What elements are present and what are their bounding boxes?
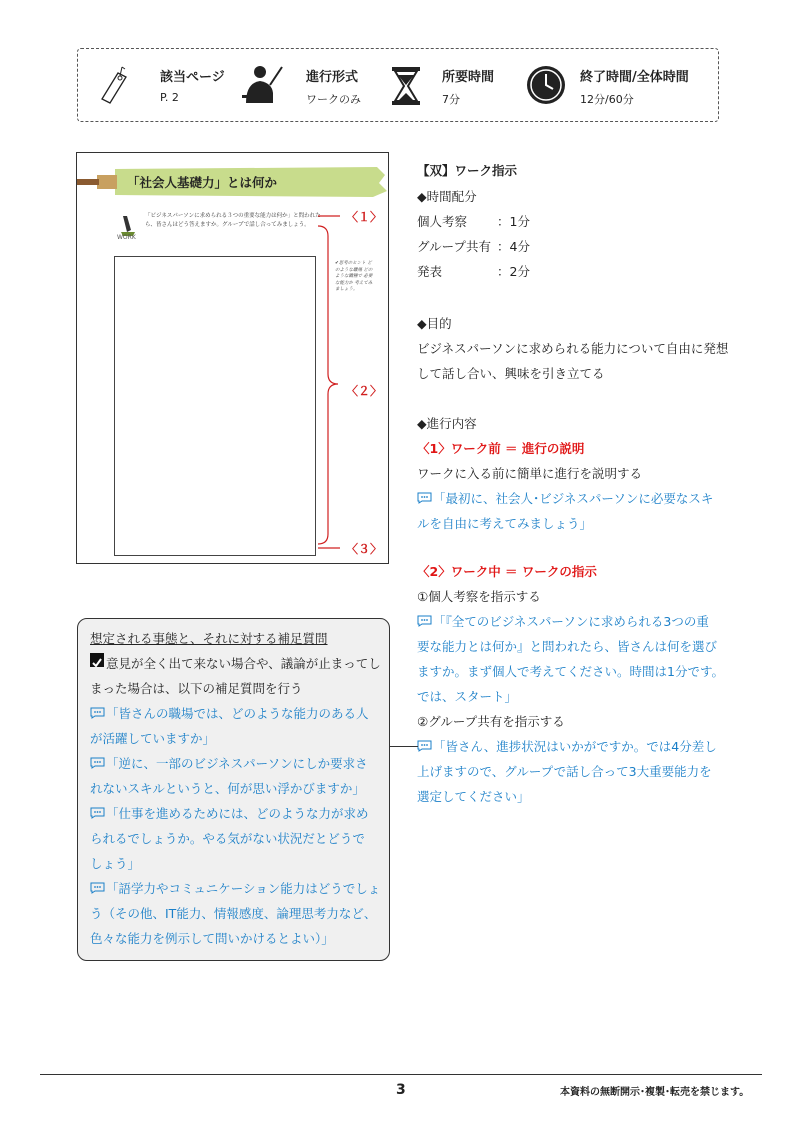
step1-quote-line: ルを自由に考えてみましょう」 [417,516,593,531]
quote-text: 「仕事を進めるためには、どのような力が求め [106,806,369,821]
slide-title: 「社会人基礎力」とは何か [127,175,278,190]
slide-side-note: ✔思考のヒント どのような職場 どのような職種で 必要な能力か 考えてみましょう。 [335,261,373,292]
footer-divider [40,1074,762,1075]
callout-intro-line: まった場合は、以下の補足質問を行う [90,681,303,696]
speech-bubble-icon [90,882,105,894]
step2-quote2-line: 選定してください」 [417,789,530,804]
tag-icon [92,63,136,107]
step1-text: ワークに入る前に簡単に進行を説明する [417,466,643,481]
info-format-label: 進行形式 [306,70,359,85]
speech-bubble-icon [90,807,105,819]
time-row-value: ：4分 [497,239,530,254]
quote-text: 「皆さんの職場では、どのような能力のある人 [106,706,369,721]
callout-quote-line: しょう」 [90,856,141,871]
quote-text: 「『全てのビジネスパーソンに求められる3つの重 [433,614,709,629]
time-row-label: 発表 [417,264,443,279]
step2-heading: 〈2〉ワーク中 ＝ ワークの指示 [417,564,597,579]
step2-quote1-line: ますか。まず個人で考えてください。時間は1分です。 [417,664,724,679]
info-end-time-value: 12分/60分 [580,93,634,106]
purpose-heading: ◆目的 [417,316,452,331]
time-row [417,259,530,284]
speech-bubble-icon [417,615,432,627]
callout-quote-line: れないスキルというと、何が思い浮かびますか」 [90,781,365,796]
step1-quote-line [417,486,713,511]
purpose-line: して話し合い、興味を引き立てる [417,366,605,381]
callout-quote-line [90,876,380,901]
callout-quote-line [90,751,368,776]
time-row [417,209,530,234]
info-format-value: ワークのみ [306,93,361,106]
page-number: 3 [396,1082,406,1098]
info-duration-label: 所要時間 [442,70,495,85]
speech-bubble-icon [417,492,432,504]
time-row-label: グループ共有 [417,239,492,254]
callout-quote-line: が活躍していますか」 [90,731,216,746]
slide-question: 「ビジネスパーソンに求められる３つの重要な能力は何か」と問われたら、皆さんはどう答えますか。グループで話し合ってみましょう。 [145,213,321,228]
time-row-label: 個人考察 [417,214,468,229]
callout-quote-line: う（その他、IT能力、情報感度、論理思考力など、 [90,906,377,921]
step2-sub2: ②グループ共有を指示する [417,714,565,729]
purpose-line: ビジネスパーソンに求められる能力について自由に発想 [417,341,729,356]
speech-bubble-icon [417,740,432,752]
step1-heading: 〈1〉ワーク前 ＝ 進行の説明 [417,441,585,456]
time-heading: ◆時間配分 [417,189,477,204]
mark-2: 〈２〉 [346,384,383,398]
callout-quote-line: 色々な能力を例示して問いかけるとよい）」 [90,931,334,946]
content-heading: ◆進行内容 [417,416,477,431]
speech-bubble-icon [90,707,105,719]
step2-sub1: ①個人考察を指示する [417,589,541,604]
time-row-value: ：2分 [497,264,530,279]
info-page-label: 該当ページ [160,70,225,85]
quote-text: 「皆さん、進捗状況はいかがですか。では4分差し [433,739,717,754]
callout-title: 想定される事態と、それに対する補足質問 [90,631,328,646]
step2-quote2-line [417,734,717,759]
instructions-heading: 【双】ワーク指示 [417,163,518,178]
quote-text: 「最初に、社会人･ビジネスパーソンに必要なスキ [433,491,714,506]
quote-text: 「語学力やコミュニケーション能力はどうでしょ [106,881,381,896]
callout-quote-line: られるでしょうか。やる気がない状況だとどうで [90,831,365,846]
intro-text: 意見が全く出て来ない場合や、議論が止まってし [106,656,381,671]
mark-1: 〈１〉 [346,210,383,224]
step2-quote1-line: では、スタート」 [417,689,518,704]
presenter-icon [240,63,284,107]
time-row-value: ：1分 [497,214,530,229]
step2-quote2-line: 上げますので、グループで話し合って3大重要能力を [417,764,712,779]
callout-quote-line [90,801,369,826]
time-row [417,234,530,259]
hourglass-icon [384,63,428,107]
quote-text: 「逆に、一部のビジネスパーソンにしか要求さ [106,756,368,771]
speech-bubble-icon [90,757,105,769]
info-end-time-label: 終了時間/全体時間 [580,70,689,85]
callout-quote-line [90,701,369,726]
copyright-notice: 本資料の無断開示･複製･転売を禁じます。 [560,1087,750,1098]
callout-connector [390,746,418,747]
checkbox-icon [90,653,104,667]
mark-3: 〈３〉 [346,542,383,556]
info-bar [77,48,719,122]
step2-quote1-line [417,609,709,634]
clock-icon [524,63,568,107]
info-page-value: P. 2 [160,91,179,104]
slide-answer-box [114,256,316,556]
callout-intro-line [90,651,381,676]
slide-work-label: WORK [117,234,136,241]
step2-quote1-line: 要な能力とは何か』と問われたら、皆さんは何を選び [417,639,718,654]
info-duration-value: 7分 [442,93,460,106]
